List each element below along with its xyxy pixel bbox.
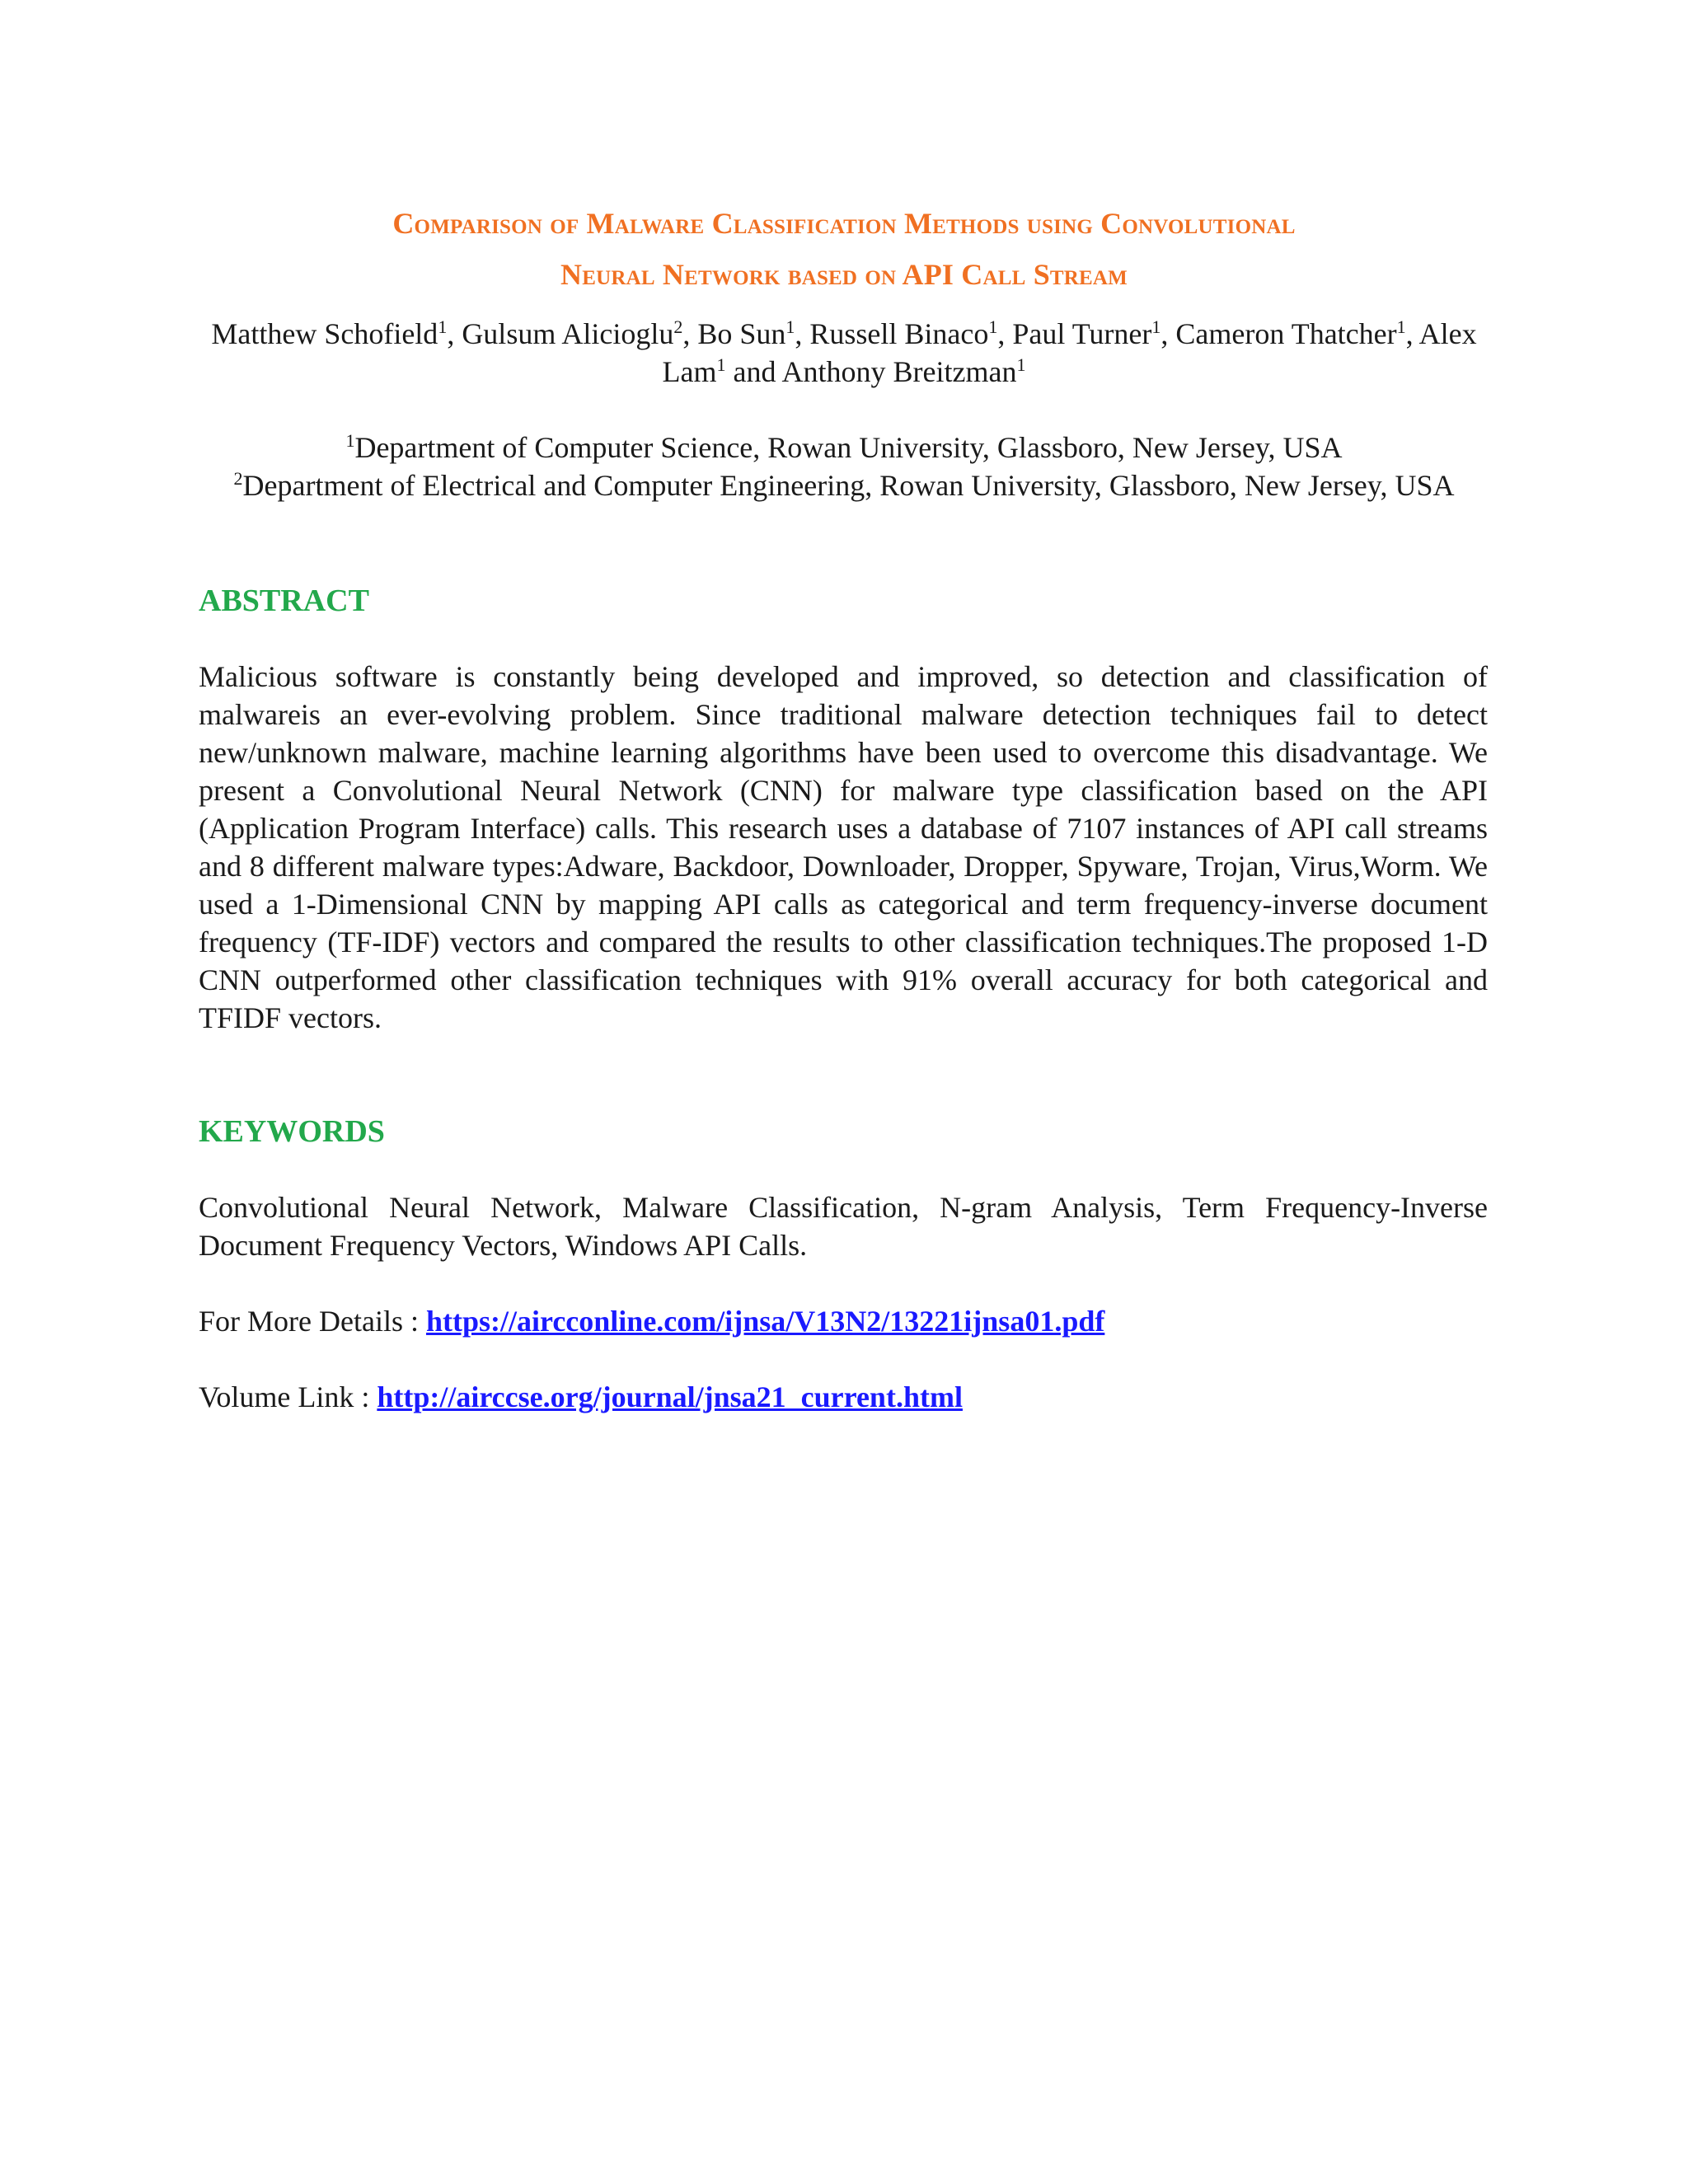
author-name: Paul Turner [1012,317,1152,350]
author-name: Cameron Thatcher [1175,317,1397,350]
affiliation-list [198,429,1490,504]
abstract-body: Malicious software is constantly being developed and improved, so detection and classification of malwareis an ever-evolving problem. Since traditional malware detection techniques fail to detect new/unknown malware, machine learning algorithms have been used to overcome this disadvantage. We present a Convolutional Neural Network (CNN) for malware type classification based on the API (Application Program Interface) calls. This research uses a database of 7107 instances of API call streams and 8 different malware types:Adware, Backdoor, Downloader, Dropper, Spyware, Trojan, Virus,Worm. We used a 1-Dimensional CNN by mapping API calls as categorical and term frequency-inverse document frequency (TF-IDF) vectors and compared the results to other classification techniques.The proposed 1-D CNN outperformed other classification techniques with 91% overall accuracy for both categorical and TFIDF vectors. [199,660,1488,1034]
author-name: Alex Lam [662,317,1477,388]
author-separator: , [795,317,810,350]
author-affiliation-mark: 1 [988,316,998,337]
volume-link[interactable]: http://airccse.org/journal/jnsa21_current.html [377,1380,963,1413]
affiliation-text: Department of Computer Science, Rowan University, Glassboro, New Jersey, USA [354,431,1343,464]
author-name: Russell Binaco [809,317,989,350]
author-affiliation-mark: 1 [1151,316,1161,337]
affiliation-number: 1 [345,430,355,451]
author-name: Anthony Breitzman [781,355,1017,388]
author-affiliation-mark: 1 [438,316,448,337]
author-affiliation-mark: 1 [1016,354,1026,375]
affiliation-item [198,466,1490,504]
author-separator: , [1160,317,1176,350]
author-separator: and [725,355,782,388]
details-label: For More Details : [199,1305,426,1338]
details-line [199,1302,1104,1340]
volume-line [199,1378,963,1416]
abstract-heading: ABSTRACT [199,583,369,618]
paper-title-line-2: Neural Network based on API Call Stream [560,258,1128,291]
author-affiliation-mark: 1 [785,316,795,337]
author-separator: , [1405,317,1419,350]
author-name: Bo Sun [697,317,786,350]
keywords-heading: KEYWORDS [199,1114,385,1149]
author-separator: , [447,317,462,350]
paper-title-line-1: Comparison of Malware Classification Methods using Convolutional [392,207,1296,240]
author-list [198,315,1490,391]
affiliation-text: Department of Electrical and Computer Engineering, Rowan University, Glassboro, New Jersey, USA [242,469,1455,502]
volume-label: Volume Link : [199,1380,377,1413]
author-name: Gulsum Alicioglu [462,317,674,350]
author-affiliation-mark: 1 [716,354,726,375]
author-separator: , [682,317,698,350]
author-affiliation-mark: 2 [673,316,683,337]
paper-title [165,198,1523,300]
author-affiliation-mark: 1 [1396,316,1406,337]
author-name: Matthew Schofield [211,317,438,350]
author-separator: , [997,317,1013,350]
keywords-body: Convolutional Neural Network, Malware Classification, N-gram Analysis, Term Frequency-Inverse Document Frequency Vectors, Windows API Calls. [199,1191,1488,1262]
affiliation-number: 2 [233,468,243,489]
details-link[interactable]: https://aircconline.com/ijnsa/V13N2/13221ijnsa01.pdf [425,1305,1105,1338]
affiliation-item [198,429,1490,466]
